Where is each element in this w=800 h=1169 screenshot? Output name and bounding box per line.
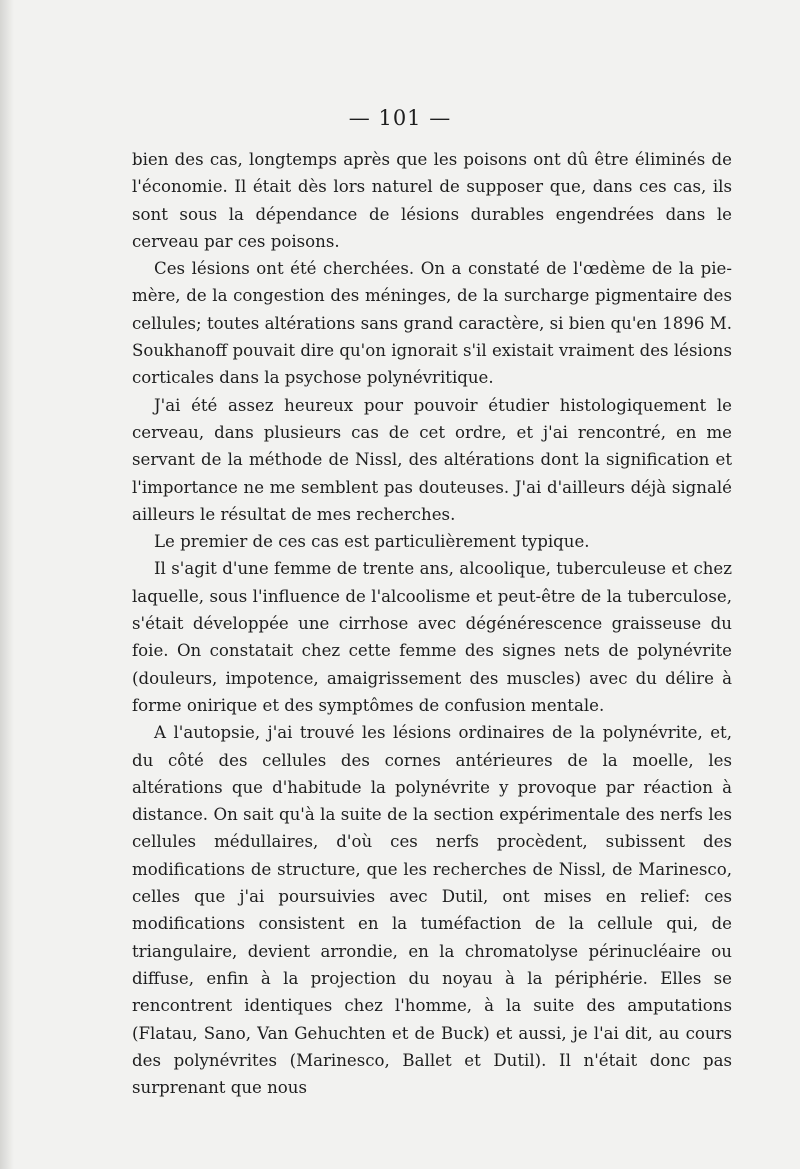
paragraph-autopsy: A l'autopsie, j'ai trouvé les lésions ordinaires de la polynévrite, et, du côté des cellules des cornes antérieures de la moelle, les altérations que d'habitude la polynévrite y provoque par réaction à distance. On sait qu'à la suite de la section expérimentale des nerfs les cellules médullaires, d'où ces nerfs procèdent, subissent des modifications de structure, que les recherches de Nissl, de Marinesco, celles que j'ai poursuivies avec Dutil, ont mises en relief: ces modifications consistent en la tuméfaction de la cellule qui, de triangulaire, devient arrondie, en la chromatolyse périnucléaire ou diffuse, enfin à la projection du noyau à la périphérie. Elles se rencontrent identiques chez l'homme, à la suite des amputations (Flatau, Sano, Van Gehuchten et de Buck) et aussi, je l'ai dit, au cours des polynévrites (Marinesco, Ballet et Dutil). Il n'était donc pas surprenant que nous: [132, 723, 732, 1098]
paragraph-histology: J'ai été assez heureux pour pouvoir étudier histologiquement le cerveau, dans plusieurs cas de cet ordre, et j'ai rencontré, en me servant de la méthode de Nissl, des altérations dont la signification et l'importance ne me semblent pas douteuses. J'ai d'ailleurs déjà signalé ailleurs le résultat de mes recherches.: [132, 395, 732, 524]
paragraph-case-description: Il s'agit d'une femme de trente ans, alcoolique, tuberculeuse et chez laquelle, sous l'influence de l'alcoolisme et peut-être de la tuberculose, s'était développée une cirrhose avec dégénérescence graisseuse du foie. On constatait chez cette femme des signes nets de polynévrite (douleurs, impotence, amaigrissement des muscles) avec du délire à forme onirique et des symptômes de confusion mentale.: [132, 559, 732, 715]
paragraph-continuation: bien des cas, longtemps après que les poisons ont dû être éliminés de l'économie. Il était dès lors naturel de supposer que, dans ces cas, ils sont sous la dépendance de lésions durables engendrées dans le cerveau par ces poisons.: [132, 150, 732, 251]
page-number: — 101 —: [348, 106, 452, 130]
body-text: [132, 146, 732, 1101]
paragraph-lesions: Ces lésions ont été cherchées. On a constaté de l'œdème de la pie-mère, de la congestion des méninges, de la surcharge pigmentaire des cellules; toutes altérations sans grand caractère, si bien qu'en 1896 M. Soukhanoff pouvait dire qu'on ignorait s'il existait vraiment des lésions corticales dans la psychose polynévritique.: [132, 259, 732, 388]
paragraph-first-case: Le premier de ces cas est particulièrement typique.: [154, 532, 590, 552]
